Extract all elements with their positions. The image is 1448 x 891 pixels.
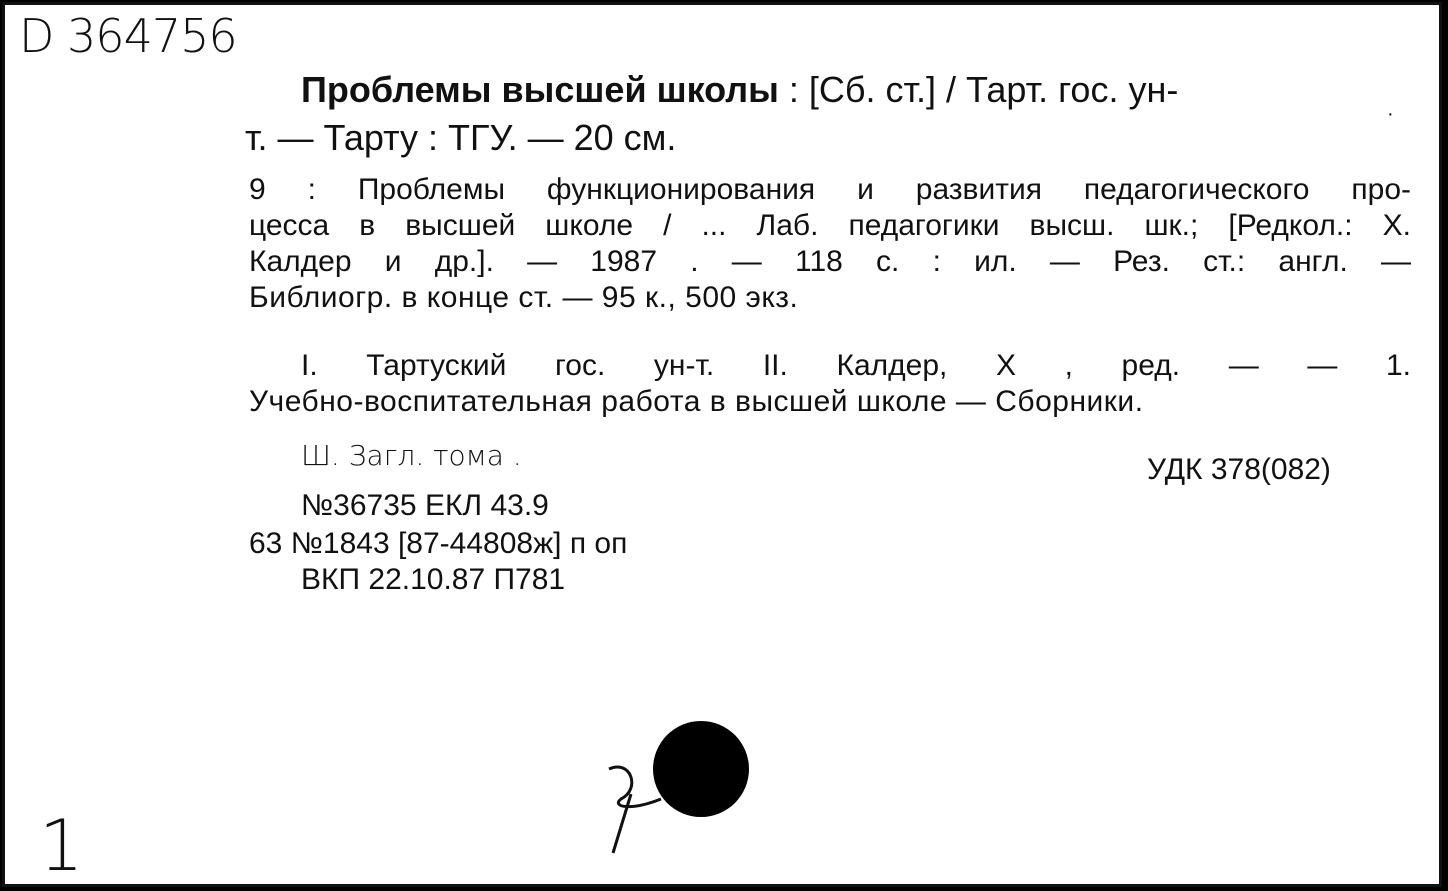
corner-mark: 1	[39, 805, 84, 887]
desc-line-4: Библиогр. в конце ст. — 95 к., 500 экз.	[249, 281, 799, 314]
title-bold: Проблемы высшей школы	[301, 69, 779, 110]
desc-line-3: Калдер и др.]. — 1987 . — 118 с. : ил. — Рез. ст.: англ. —	[249, 245, 1411, 278]
catalog-card	[2, 2, 1442, 887]
accession-line-3: ВКП 22.10.87 П781	[301, 563, 566, 596]
accession-line-2: 63 №1843 [87-44808ж] п оп	[249, 527, 628, 560]
handwritten-note: Ш. Загл. тома .	[301, 439, 522, 472]
accession-line-1: №36735 ЕКЛ 43.9	[301, 489, 549, 522]
udk-code: УДК 378(082)	[1147, 453, 1331, 486]
catalog-number: D 364756	[19, 9, 237, 63]
title-rest: : [Сб. ст.] / Тарт. гос. ун-	[778, 69, 1179, 110]
tracing-line-1: I. Тартуский гос. ун-т. II. Калдер, Х , ред. — — 1.	[301, 349, 1411, 382]
imprint-line: т. — Тарту : ТГУ. — 20 см.	[245, 117, 677, 158]
handwritten-squiggle	[601, 749, 681, 859]
title-line	[301, 69, 1178, 111]
tracing-line-2: Учебно-воспитательная работа в высшей школе — Сборники.	[249, 385, 1144, 418]
tick-mark: ·	[1387, 103, 1394, 125]
desc-line-2: цесса в высшей школе / ... Лаб. педагогики высш. шк.; [Редкол.: Х.	[249, 209, 1411, 242]
desc-line-1: 9 : Проблемы функционирования и развития педагогического про-	[249, 173, 1411, 206]
